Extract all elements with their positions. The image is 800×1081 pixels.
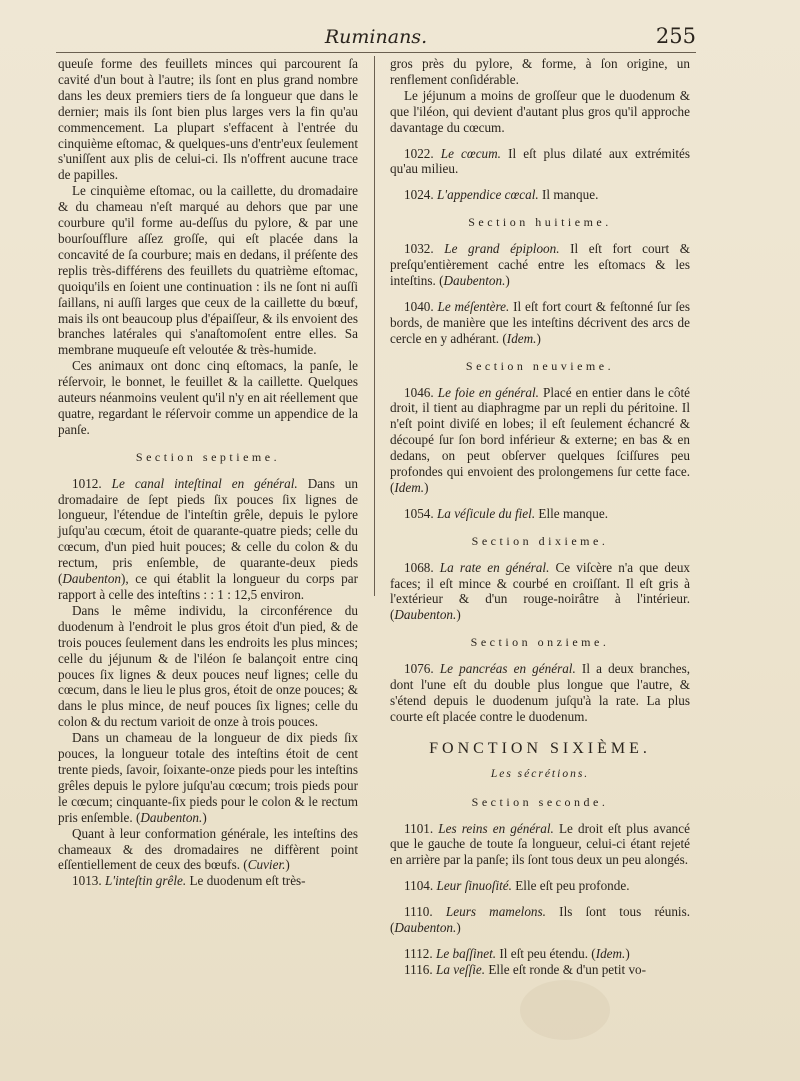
entry-1012 [58, 476, 358, 603]
paragraph: Quant à leur conformation générale, les inteſtins des chameaux & des dromadaires ne diffèrent point eſſentiellement de ceux des bœufs. (Cuvier.) [58, 825, 358, 873]
header-rule [56, 52, 696, 53]
entry-number: 1104. [404, 878, 434, 894]
column-divider [374, 56, 375, 596]
entry-1013 [58, 873, 358, 889]
paragraph: Dans un chameau de la longueur de dix pieds ſix pouces, la longueur totale des inteſtins étoit de cent trente pieds, ſavoir, ſoixante-onze pieds pour les inteſtins grêles depuis le pylore juſqu'au cœcum; trois pieds pour le cœcum; cinquante-ſix pieds pour le colon & le rectum pris enſemble. (Daubenton.) [58, 730, 358, 825]
paragraph-text: Dans un chameau de la longueur de dix pieds ſix pouces, la longueur totale des inteſtins étoit de cent trente pieds, ſavoir, ſoixante-onze pieds pour les inteſtins grêles depuis le pylore juſqu'au cœcum; trois pieds pour le cœcum; cinquante-ſix pieds pour le colon & le rectum pris enſemble. ( [58, 730, 358, 825]
entry-text: Dans un dromadaire de ſept pieds ſix pouces ſix lignes de longueur, l'étendue de l'inteſtin grêle, depuis le pylore juſqu'au cœcum, étoit de quarante-quatre pieds; celle du cœcum, d'un pied huit pouces; & celle du colon & du rectum, pris enſemble, de quarante-deux pieds ( [58, 475, 358, 587]
entry-title: Le cœcum. [440, 145, 501, 161]
entry-text: Le duodenum eſt très- [189, 873, 306, 889]
entry-title: Leur ſinuoſité. [436, 878, 512, 894]
subheading: Les sécrétions. [490, 767, 590, 780]
entry-1054 [390, 506, 690, 522]
entry-number: 1076. [404, 661, 434, 677]
entry-text: Le droit eſt plus avancé que le gauche de toute ſa longueur, celui-ci étant rejeté en arrière par la panſe; ils ſont tous deux un peu alongés. [390, 820, 690, 868]
paper-stain [520, 980, 610, 1040]
entry-text: Ils ſont tous réunis. ( [390, 904, 691, 936]
paragraph: Le jéjunum a moins de groſſeur que le duodenum & que l'iléon, qui devient d'autant plus gros qu'il approche davantage du cœcum. [390, 87, 690, 135]
entry-title: Le méſentère. [437, 298, 510, 314]
paragraph-text: Quant à leur conformation générale, les inteſtins des chameaux & des dromadaires ne diffèrent point eſſentiellement de ceux des bœufs. ( [58, 825, 358, 873]
entry-number: 1040. [404, 298, 434, 314]
entry-number: 1101. [404, 820, 434, 836]
section-heading: Section septieme. [135, 449, 281, 464]
entry-title: Le foie en général. [437, 384, 539, 400]
entry-text: Il eſt fort court & feſtonné ſur ſes bords, de manière que les inteſtins décrivent des arcs de cercle en y adhérant. ( [390, 298, 691, 346]
entry-text: Elle eſt ronde & d'un petit vo- [488, 961, 647, 977]
entry-title: La rate en général. [439, 559, 550, 575]
entry-number: 1022. [404, 145, 434, 161]
entry-title: Le baſſinet. [436, 945, 497, 961]
entry-1076 [390, 661, 690, 725]
entry-1104 [390, 878, 690, 894]
entry-text: Il eſt plus dilaté aux extrémités qu'au milieu. [390, 145, 691, 177]
entry-title: Le pancréas en général. [439, 661, 576, 677]
entry-number: 1054. [404, 505, 434, 521]
citation: Daubenton. [140, 809, 203, 825]
entry-number: 1024. [404, 187, 434, 203]
entry-number: 1116. [404, 961, 433, 977]
page-header [56, 24, 696, 52]
section-heading: Section huitieme. [468, 215, 612, 230]
entry-text: Elle manque. [538, 505, 608, 521]
running-title: Ruminans. [324, 26, 428, 48]
paragraph: queuſe forme des feuillets minces qui parcourent ſa cavité d'un bout à l'autre; ils ſont en plus grand nombre dans les deux premiers tiers de ſa longueur que dans le dernier; mais ils ſont bien plus larges vers la fin qu'au commencement. La plupart s'effacent à l'entrée du cinquième eſtomac, & quelques-uns d'entr'eux ſeulement s'uniſſent aux plis de celui-ci. Ils n'offrent aucune trace de papilles. [58, 56, 358, 183]
entry-title: Leurs mamelons. [445, 904, 546, 920]
paragraph: Ces animaux ont donc cinq eſtomacs, la panſe, le réſervoir, le bonnet, le feuillet & la caillette. Quelques auteurs néanmoins veulent qu'il n'y en ait réellement que quatre, regardant le réſervoir comme un appendice de la panſe. [58, 358, 358, 437]
entry-text: Ce viſcère n'a que deux faces; il eſt mince & courbé en croiſſant. Il eſt gris à l'extérieur & d'un rouge-noirâtre à l'intérieur. ( [390, 559, 691, 623]
entry-text: ), ce qui établit la longueur du corps par rapport à celle des inteſtins : : 1 : 12,5 environ. [58, 571, 358, 602]
citation: Idem. [506, 330, 537, 346]
entry-title: La véſicule du fiel. [436, 505, 536, 521]
fonction-heading: FONCTION SIXIÈME. [429, 739, 651, 757]
citation: Daubenton. [394, 920, 457, 936]
entry-title: La veſſie. [436, 961, 486, 977]
paragraph: Dans le même individu, la circonférence du duodenum à l'endroit le plus gros étoit d'un pied, & de trois pouces ſeulement dans les endroits les plus minces; celle du jéjunum & de l'iléon ſe balançoit entre cinq pouces ſix lignes & deux pouces neuf lignes; celle du cœcum, dans le lieu le plus gros, étoit de onze pouces; & dans le plus mince, de neuf pouces ſix lignes; celle du colon & du rectum varioit de onze à trois pouces. [58, 602, 358, 730]
entry-number: 1068. [404, 559, 434, 575]
entry-text: Placé en entier dans le côté droit, il tient au diaphragme par un repli du péritoine. Il n'eſt point diviſé en lobes; il eſt ſeulement échancré & découpé ſur ſon bord inférieur & externe; en bas & en dedans, on peut obſerver quelques ſciſſures peu profondes qui envoient des prolongemens ſur cette face. ( [390, 384, 691, 495]
paragraph: gros près du pylore, & forme, à ſon origine, un renflement conſidérable. [390, 56, 690, 87]
section-heading: Section seconde. [471, 794, 609, 809]
citation: Cuvier. [247, 857, 286, 873]
entry-1040: 1040. Le méſentère. Il eſt fort court & feſtonné ſur ſes bords, de manière que les inteſtins décrivent des arcs de cercle en y adhérant. (Idem.) [390, 298, 691, 346]
entry-1101 [390, 821, 690, 869]
section-heading: Section dixieme. [471, 533, 609, 548]
citation: Idem. [595, 945, 626, 961]
citation: Idem. [394, 479, 425, 495]
entry-text: Elle eſt peu profonde. [515, 878, 630, 894]
right-column [390, 56, 690, 978]
section-heading: Section neuvieme. [465, 358, 615, 373]
entry-text: Il eſt peu étendu. ( [499, 945, 596, 961]
entry-1068: 1068. La rate en général. Ce viſcère n'a que deux faces; il eſt mince & courbé en croiſſant. Il eſt gris à l'extérieur & d'un rouge-noirâtre à l'intérieur. (Daubenton.) [390, 559, 691, 623]
entry-number: 1110. [404, 904, 433, 920]
entry-text: Il manque. [541, 187, 599, 203]
entry-title: Les reins en général. [438, 820, 554, 836]
entry-number: 1032. [404, 241, 434, 257]
entry-number: 1046. [404, 384, 434, 400]
entry-1024 [390, 187, 690, 203]
entry-1112: 1112. Le baſſinet. Il eſt peu étendu. (Idem.) [404, 945, 630, 961]
left-column [58, 56, 358, 889]
entry-number: 1013. [72, 873, 102, 889]
citation: Daubenton. [394, 607, 457, 623]
entry-title: Le grand épiploon. [444, 241, 560, 257]
entry-number: 1012. [72, 475, 102, 491]
citation: Daubenton. [443, 272, 506, 288]
entry-title: L'appendice cœcal. [436, 187, 539, 203]
entry-text: Il a deux branches, dont l'une eſt du double plus longue que l'autre, & s'étend depuis le duodenum juſqu'à la rate. La plus courte eſt placée contre le duodenum. [390, 661, 691, 724]
paragraph: Le cinquième eſtomac, ou la caillette, du dromadaire & du chameau n'eſt marqué au dehors que par une courbure qu'il forme au-deſſus du pylore, & par une bourſouſflure aſſez groſſe, qui eſt placée dans la concavité de ſa courbure; mais en dedans, il préſente des replis très-différens des feuillets du quatrième eſtomac, quoiqu'ils en ſoient une continuation : ils ne ſont ni auſſi ſaillans, ni auſſi larges que ceux de la caillette du bœuf, mais ils ont beaucoup plus d'épaiſſeur, & ils envoient des branches latérales qui s'anaſtomoſent entre elles. Sa membrane muqueuſe eſt veloutée & très-humide. [58, 183, 358, 358]
entry-title: Le canal inteſtinal en général. [111, 475, 298, 491]
entry-1116 [390, 962, 690, 978]
entry-title: L'inteſtin grêle. [104, 873, 187, 889]
entry-1022 [390, 146, 690, 178]
entry-text: Il eſt fort court & preſqu'entièrement caché entre les eſtomacs & les inteſtins. ( [390, 241, 691, 288]
entry-1032: 1032. Le grand épiploon. Il eſt fort court & preſqu'entièrement caché entre les eſtomacs & les inteſtins. (Daubenton.) [390, 241, 691, 288]
citation: Daubenton [62, 571, 122, 587]
page-number: 255 [655, 24, 696, 48]
entry-1046: 1046. Le foie en général. Placé en entier dans le côté droit, il tient au diaphragme par un repli du péritoine. Il n'eſt point diviſé en lobes; il eſt ſeulement échancré & découpé ſur ſon bord inférieur & externe; en bas & en dedans, on peut obſerver quelques ſciſſures peu profondes qui envoient des prolongemens ſur cette face. (Idem.) [390, 384, 691, 495]
entry-1110: 1110. Leurs mamelons. Ils ſont tous réunis. (Daubenton.) [390, 904, 691, 936]
section-heading: Section onzieme. [470, 635, 610, 650]
entry-number: 1112. [404, 945, 433, 961]
